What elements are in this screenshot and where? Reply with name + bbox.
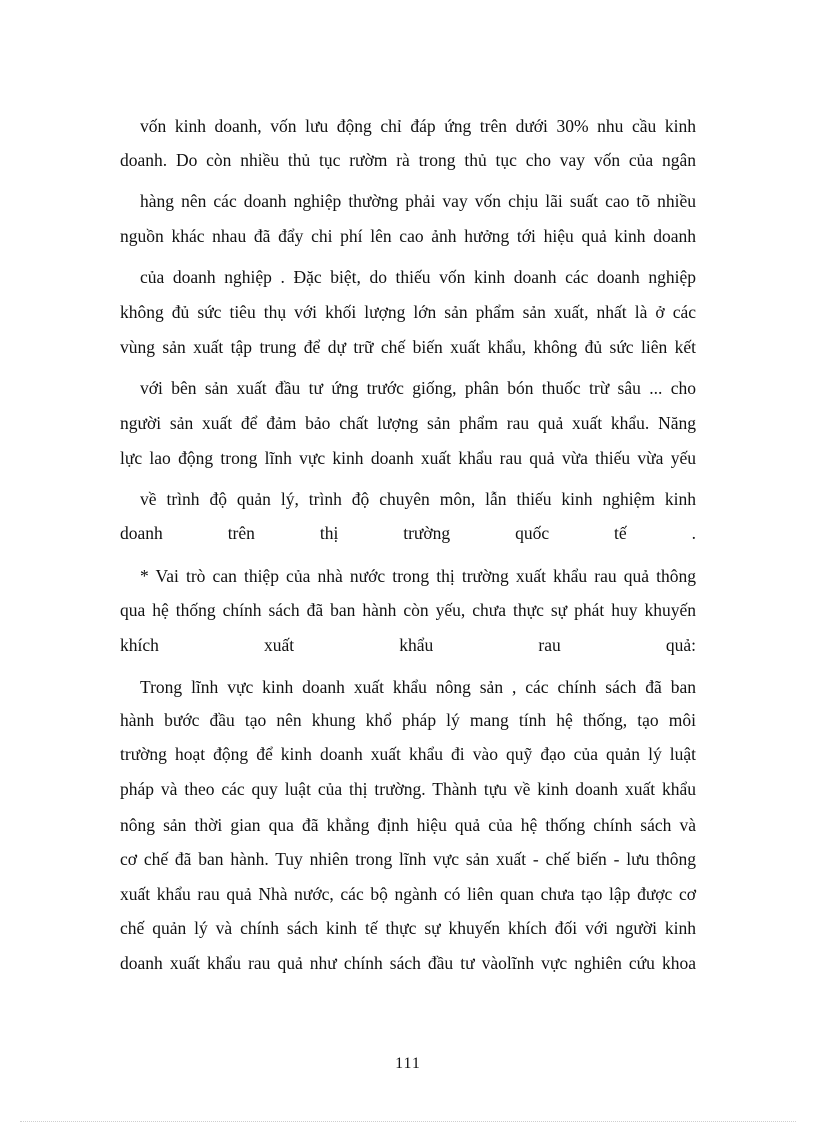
text-line: vùng sản xuất tập trung để dự trữ chế biến xuất khẩu, không đủ sức liên kết bbox=[120, 337, 696, 357]
text-line: về trình độ quản lý, trình độ chuyên môn, lẫn thiếu kinh nghiệm kinh bbox=[140, 489, 696, 509]
page-bottom-divider bbox=[20, 1121, 796, 1122]
text-line: pháp và theo các quy luật của thị trường. Thành tựu về kinh doanh xuất khẩu bbox=[120, 779, 696, 799]
text-line: hàng nên các doanh nghiệp thường phải vay vốn chịu lãi suất cao tõ nhiều bbox=[140, 191, 696, 211]
text-line: người sản xuất để đảm bảo chất lượng sản phẩm rau quả xuất khẩu. Năng bbox=[120, 413, 696, 433]
text-line: Trong lĩnh vực kinh doanh xuất khẩu nông sản , các chính sách đã ban bbox=[140, 677, 696, 697]
text-line: nguồn khác nhau đã đẩy chi phí lên cao ảnh hưởng tới hiệu quả kinh doanh bbox=[120, 226, 696, 246]
text-line: hành bước đầu tạo nên khung khổ pháp lý mang tính hệ thống, tạo môi bbox=[120, 710, 696, 730]
text-line: trường hoạt động để kinh doanh xuất khẩu đi vào quỹ đạo của quản lý luật bbox=[120, 744, 696, 764]
text-line: của doanh nghiệp . Đặc biệt, do thiếu vốn kinh doanh các doanh nghiệp bbox=[140, 267, 696, 287]
text-line: nông sản thời gian qua đã khẳng định hiệu quả của hệ thống chính sách và bbox=[120, 815, 696, 835]
text-line: khích xuất khẩu rau quả: bbox=[120, 635, 696, 655]
text-line: doanh trên thị trường quốc tế . bbox=[120, 523, 696, 543]
text-line: với bên sản xuất đầu tư ứng trước giống, phân bón thuốc trừ sâu ... cho bbox=[140, 378, 696, 398]
text-line: không đủ sức tiêu thụ với khối lượng lớn sản phẩm sản xuất, nhất là ở các bbox=[120, 302, 696, 322]
text-line: xuất khẩu rau quả Nhà nước, các bộ ngành có liên quan chưa tạo lập được cơ bbox=[120, 884, 696, 904]
text-line: * Vai trò can thiệp của nhà nước trong thị trường xuất khẩu rau quả thông bbox=[140, 566, 696, 586]
text-line: chế quản lý và chính sách kinh tế thực sự khuyến khích đối với người kinh bbox=[120, 918, 696, 938]
text-line: doanh. Do còn nhiều thủ tục rườm rà trong thủ tục cho vay vốn của ngân bbox=[120, 150, 696, 170]
text-line: doanh xuất khẩu rau quả như chính sách đầu tư vàolĩnh vực nghiên cứu khoa bbox=[120, 953, 696, 973]
text-line: cơ chế đã ban hành. Tuy nhiên trong lĩnh vực sản xuất - chế biến - lưu thông bbox=[120, 849, 696, 869]
text-line: vốn kinh doanh, vốn lưu động chỉ đáp ứng trên dưới 30% nhu cầu kinh bbox=[140, 116, 696, 136]
text-line: lực lao động trong lĩnh vực kinh doanh xuất khẩu rau quả vừa thiếu vừa yếu bbox=[120, 448, 696, 468]
page-number: 111 bbox=[395, 1055, 421, 1072]
text-line: qua hệ thống chính sách đã ban hành còn yếu, chưa thực sự phát huy khuyến bbox=[120, 600, 696, 620]
